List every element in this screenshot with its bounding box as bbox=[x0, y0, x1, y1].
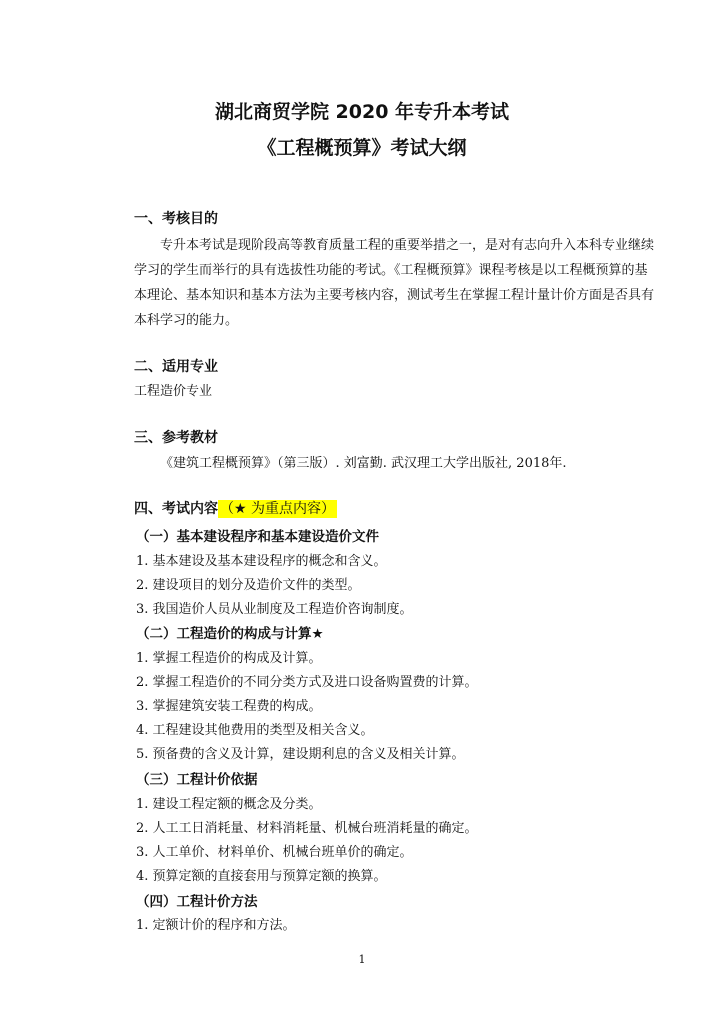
content-group-title: （三）工程计价依据 bbox=[136, 772, 258, 788]
section-heading-purpose: 一、考核目的 bbox=[134, 211, 218, 227]
content-group-title: （二）工程造价的构成与计算★ bbox=[136, 626, 324, 642]
content-item: 1. 掌握工程造价的构成及计算。 bbox=[136, 651, 322, 666]
section-heading-content-label: 四、考试内容 bbox=[134, 501, 218, 517]
content-item: 4. 工程建设其他费用的类型及相关含义。 bbox=[136, 723, 374, 738]
content-item: 1. 基本建设及基本建设程序的概念和含义。 bbox=[136, 554, 387, 569]
content-item: 3. 掌握建筑安装工程费的构成。 bbox=[136, 699, 322, 714]
textbook-reference: 《建筑工程概预算》（第三版）. 刘富勤. 武汉理工大学出版社, 2018年. bbox=[160, 456, 567, 471]
content-item: 2. 建设项目的划分及造价文件的类型。 bbox=[136, 578, 361, 593]
document-subtitle: 《工程概预算》考试大纲 bbox=[257, 137, 467, 159]
content-item: 5. 预备费的含义及计算，建设期利息的含义及相关计算。 bbox=[136, 747, 465, 762]
section-heading-content bbox=[134, 498, 337, 518]
section-heading-textbook: 三、参考教材 bbox=[134, 430, 218, 446]
paragraph-line: 本科学习的能力。 bbox=[134, 313, 239, 328]
content-group-title: （四）工程计价方法 bbox=[136, 894, 258, 910]
paragraph-line: 专升本考试是现阶段高等教育质量工程的重要举措之一，是对有志向升入本科专业继续 bbox=[160, 238, 655, 253]
content-item: 4. 预算定额的直接套用与预算定额的换算。 bbox=[136, 869, 387, 884]
document-title: 湖北商贸学院 2020 年专升本考试 bbox=[214, 101, 510, 123]
content-group-title: （一）基本建设程序和基本建设造价文件 bbox=[136, 529, 379, 545]
content-item: 2. 掌握工程造价的不同分类方式及进口设备购置费的计算。 bbox=[136, 675, 478, 690]
applicable-major: 工程造价专业 bbox=[134, 384, 213, 399]
content-item: 2. 人工工日消耗量、材料消耗量、机械台班消耗量的确定。 bbox=[136, 821, 478, 836]
content-item: 1. 建设工程定额的概念及分类。 bbox=[136, 797, 322, 812]
paragraph-line: 学习的学生而举行的具有选拔性功能的考试。《工程概预算》课程考核是以工程概预算的基 bbox=[134, 263, 648, 278]
paragraph-line: 本理论、基本知识和基本方法为主要考核内容，测试考生在掌握工程计量计价方面是否具有 bbox=[134, 288, 655, 303]
content-item: 3. 我国造价人员从业制度及工程造价咨询制度。 bbox=[136, 602, 413, 617]
page-number: 1 bbox=[358, 953, 366, 966]
section-heading-major: 二、适用专业 bbox=[134, 359, 218, 375]
content-item: 1. 定额计价的程序和方法。 bbox=[136, 918, 296, 933]
key-content-note: （★ 为重点内容） bbox=[220, 501, 336, 517]
content-item: 3. 人工单价、材料单价、机械台班单价的确定。 bbox=[136, 845, 413, 860]
